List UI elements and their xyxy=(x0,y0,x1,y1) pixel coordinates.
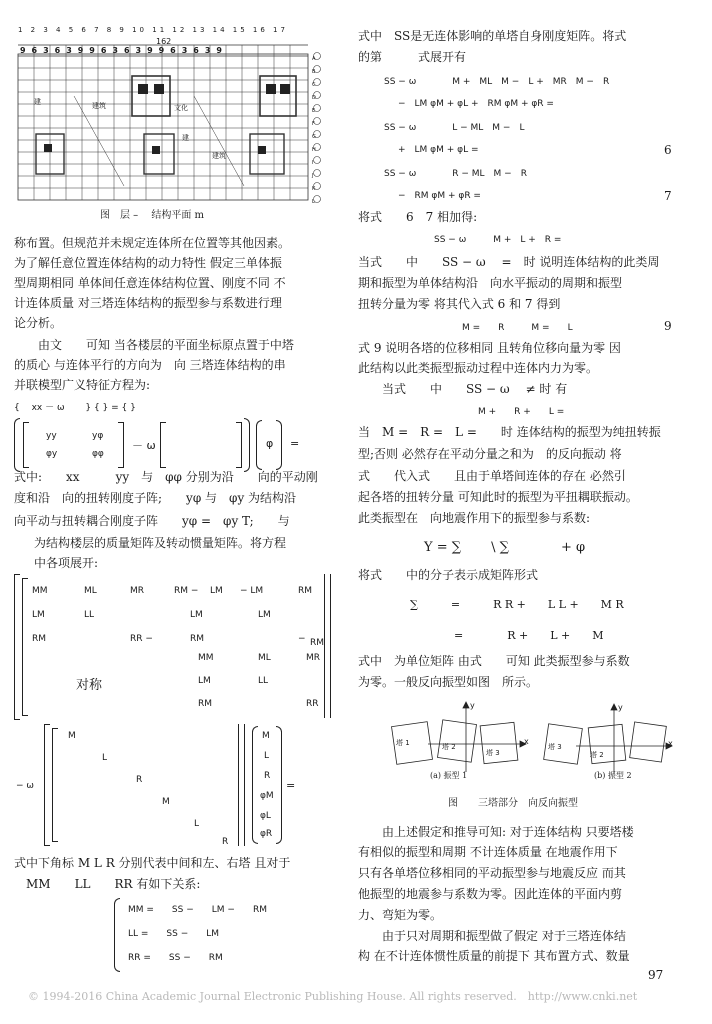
floor-plan-drawing xyxy=(14,36,332,212)
room-label-3: 文化 xyxy=(174,104,188,112)
paragraph-line: 此类振型在 向地震作用下的振型参与系数: xyxy=(358,511,591,525)
k-phiphi: φφ xyxy=(92,449,104,459)
kmat-r0c3: RM − xyxy=(174,586,199,596)
participation-equation: Y = ∑ \ ∑ + φ xyxy=(424,540,586,555)
paragraph-line: 起各塔的扭转分量 可知此时的振型为平扭耦联振动。 xyxy=(358,490,638,504)
minus-omega: − ω xyxy=(16,781,34,791)
mass-matrix-block xyxy=(14,722,334,852)
paragraph-line: 式中 SS是无连体影响的单塔自身刚度矩阵。将式 xyxy=(358,29,627,43)
paragraph-line: 当式 中 SS − ω ≠ 时 有 xyxy=(358,382,568,396)
relations-block xyxy=(114,898,294,974)
kmat-r3c4: MM xyxy=(198,653,214,663)
symmetric-label: 对称 xyxy=(76,678,103,693)
kmat-r0c4: LM xyxy=(210,586,223,596)
equation-number: 7 xyxy=(664,189,672,203)
kmat-r0c5: − LM xyxy=(240,586,264,596)
paragraph-line: 当 M = R = L = 时 连体结构的振型为纯扭转振 xyxy=(358,425,661,439)
kmat-r1c1: LL xyxy=(84,610,95,620)
x-axis-label-b: x xyxy=(668,739,673,748)
paragraph-line: 型周期相同 单体间任意连体结构位置、刚度不同 不 xyxy=(14,276,286,290)
total-dimension: 162 xyxy=(156,37,172,46)
kmat-r3c6: MR xyxy=(306,653,321,663)
figure-2b-caption: (b) 振型 2 xyxy=(594,771,632,780)
kmat-r5c4: RM xyxy=(198,699,213,709)
paragraph-line: 力、弯矩为零。 xyxy=(358,908,443,922)
dimension-row: 9 6 3 6 3 9 9 6 3 6 3 9 9 6 3 6 3 9 xyxy=(20,46,224,55)
paragraph-line: 只有各单塔位移相同的平动振型参与地震反应 而其 xyxy=(358,866,626,880)
kmat-r1c4: LM xyxy=(190,610,203,620)
paragraph-line: 为了解任意位置连体结构的动力特性 假定三单体振 xyxy=(14,256,282,270)
kmat-r0c6: RM xyxy=(298,586,313,596)
paragraph-line: 度和沿 向的扭转刚度子阵; yφ 与 φy 为结构沿 xyxy=(14,491,297,505)
kmat-r2c2: RR − xyxy=(130,634,153,644)
paragraph-line: 为零。一般反向振型如图 所示。 xyxy=(358,675,539,689)
kmat-r4c4: LM xyxy=(198,676,211,686)
room-label-4: 建 xyxy=(182,134,189,142)
x-axis-label: x xyxy=(524,737,529,746)
tower-3-label-b: 塔 3 xyxy=(548,743,562,751)
eq-line: M = R M = L xyxy=(462,323,573,333)
paragraph-line: 此结构以此类振型振动过程中连体内力为零。 xyxy=(358,361,599,375)
paragraph-line: 将式 中的分子表示成矩阵形式 xyxy=(358,568,539,582)
kmat-r2c0: RM xyxy=(32,634,47,644)
paragraph-line: 他振型的地震参与系数为零。因此连体的平面内剪 xyxy=(358,887,623,901)
figure-2-caption: 图 三塔部分 向反向振型 xyxy=(448,798,578,809)
eq-line: + LM φM + φL = xyxy=(398,145,479,155)
relation-mm: MM = SS − LM − RM xyxy=(128,905,267,915)
mass-Jm: M xyxy=(162,797,170,807)
equation-short: { xx － ω } { } = { } xyxy=(14,403,136,413)
kmat-r2c5: − xyxy=(298,634,306,644)
tower-2-label-b: 塔 2 xyxy=(590,751,604,759)
matrix-form-equation: = R + L + M xyxy=(454,629,604,642)
k-yphi: yφ xyxy=(92,431,104,441)
kmat-r0c0: MM xyxy=(32,586,48,596)
tower-1-label: 塔 1 xyxy=(396,739,410,747)
mass-M: M xyxy=(68,731,76,741)
figure-1 xyxy=(14,26,332,218)
paragraph-line: 计连体质量 对三塔连体结构的振型参与系数进行理 xyxy=(14,296,282,310)
kmat-r2c3: RM xyxy=(190,634,205,644)
paragraph-line: 由文 可知 当各楼层的平面坐标原点置于中塔 xyxy=(14,338,294,352)
vec-L: L xyxy=(264,751,270,761)
phi-vector: φ xyxy=(266,437,274,450)
k-phiy: φy xyxy=(46,449,58,459)
paragraph-line: 当式 中 SS − ω = 时 说明连体结构的此类周 xyxy=(358,255,660,269)
paragraph-line: 有相似的振型和周期 不计连体质量 在地震作用下 xyxy=(358,845,618,859)
paragraph-line: 中各项展开: xyxy=(34,556,99,570)
paragraph-line: 式中 为单位矩阵 由式 可知 此类振型参与系数 xyxy=(358,654,630,668)
vec-phiR: φR xyxy=(260,829,273,839)
eq-line: − LM φM + φL + RM φM + φR = xyxy=(398,99,554,109)
kmat-r2c6: RM xyxy=(310,638,325,648)
paragraph-line: 构 在不计连体惯性质量的前提下 其布置方式、数量 xyxy=(358,949,630,963)
tower-3-label: 塔 3 xyxy=(486,749,500,757)
paragraph-line: 论分析。 xyxy=(14,316,63,330)
paragraph-line: 向平动与扭转耦合刚度子阵 yφ = φy T; 与 xyxy=(14,514,290,528)
eq-line: M + R + L = xyxy=(478,407,565,417)
paragraph-line: 为结构楼层的质量矩阵及转动惯量矩阵。将方程 xyxy=(34,536,287,550)
paragraph-line: 的质心 与连体平行的方向为 向 三塔连体结构的串 xyxy=(14,358,286,372)
paragraph-line: MM LL RR 有如下关系: xyxy=(14,877,201,891)
eq-line: SS − ω R − ML M − R xyxy=(384,169,527,179)
y-axis-label-b: y xyxy=(618,703,623,712)
kmat-r1c0: LM xyxy=(32,610,45,620)
kmat-r5c6: RR xyxy=(306,699,319,709)
paragraph-line: 并联模型广义特征方程为: xyxy=(14,378,151,392)
equation-matrix-block xyxy=(14,418,334,474)
vec-R: R xyxy=(264,771,271,781)
paragraph-line: 式中: xx yy 与 φφ 分别为沿 向的平动刚 xyxy=(14,470,318,484)
mass-R: R xyxy=(136,775,143,785)
figure-1-caption: 图 层 – 结构平面 m xyxy=(100,210,205,221)
eq-line: − RM φM + φR = xyxy=(398,191,481,201)
eq-line: SS − ω M + L + R = xyxy=(434,235,562,245)
figure-2a-caption: (a) 振型 1 xyxy=(430,771,468,780)
room-label-5: 建筑 xyxy=(212,152,226,160)
kmat-r0c2: MR xyxy=(130,586,145,596)
kmat-r3c5: ML xyxy=(258,653,271,663)
mass-Jl: L xyxy=(194,819,200,829)
vec-M: M xyxy=(262,731,270,741)
paragraph-line: 由于只对周期和振型做了假定 对于三塔连体结 xyxy=(358,929,626,943)
room-label-1: 建 xyxy=(34,98,41,106)
mass-L: L xyxy=(102,753,108,763)
equals-sign: = xyxy=(290,437,300,450)
y-axis-label: y xyxy=(470,701,475,710)
relation-rr: RR = SS − RM xyxy=(128,953,223,963)
kmat-r4c5: LL xyxy=(258,676,269,686)
paragraph-line: 由上述假定和推导可知: 对于连体结构 只要塔楼 xyxy=(358,825,634,839)
tower-2-label: 塔 2 xyxy=(442,743,456,751)
paragraph-line: 的第 式展开有 xyxy=(358,50,467,64)
relation-ll: LL = SS − LM xyxy=(128,929,220,939)
vec-phiM: φM xyxy=(260,791,274,801)
paragraph-line: 扭转分量为零 将其代入式 6 和 7 得到 xyxy=(358,297,561,311)
kmat-r1c6: LM xyxy=(258,610,271,620)
equation-number: 6 xyxy=(664,143,672,157)
paragraph-line: 式 代入式 且由于单塔间连体的存在 必然引 xyxy=(358,469,626,483)
paragraph-line: 式 9 说明各塔的位移相同 且转角位移向量为零 因 xyxy=(358,341,621,355)
paragraph-line: 型;否则 必然存在平动分量之和为 的反向振动 将 xyxy=(358,447,622,461)
axis-numbers: 1 2 3 4 5 6 7 8 9 10 11 12 13 14 15 16 17 xyxy=(18,26,288,34)
eq-line: SS − ω M + ML M − L + MR M − R xyxy=(384,77,610,87)
matrix-form-equation: ∑ = R R + L L + M R xyxy=(410,598,624,611)
eq-line: SS − ω L − ML M − L xyxy=(384,123,525,133)
paragraph-line: 将式 6 7 相加得: xyxy=(358,210,478,224)
paragraph-line: 式中下角标 M L R 分别代表中间和左、右塔 且对于 xyxy=(14,856,291,870)
vec-phiL: φL xyxy=(260,811,271,821)
k-yy: yy xyxy=(46,431,57,441)
kmat-r0c1: ML xyxy=(84,586,97,596)
row-labels: A B C D E F G H I J K L xyxy=(312,56,316,205)
paragraph-line: 期和振型为单体结构沿 向水平振动的周期和振型 xyxy=(358,276,623,290)
page-number: 97 xyxy=(648,968,664,982)
omega-term: － ω xyxy=(132,439,156,452)
mass-Jr: R xyxy=(222,837,229,847)
paragraph-line: 称布置。但规范并未规定连体所在位置等其他因素。 xyxy=(14,236,291,250)
room-label-2: 建筑 xyxy=(92,102,106,110)
equals-sign: = xyxy=(286,779,296,792)
copyright-footer[interactable]: © 1994-2016 China Academic Journal Electronic Publishing House. All rights reserved. http://www.cnki.net xyxy=(28,990,638,1003)
equation-number: 9 xyxy=(664,319,672,333)
